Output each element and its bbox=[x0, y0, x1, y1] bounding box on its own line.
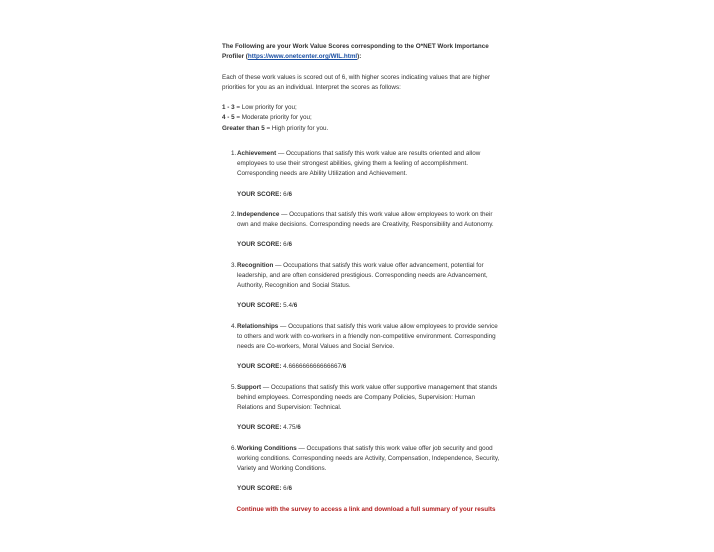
list-item bbox=[231, 261, 502, 312]
score-total: 6 bbox=[297, 424, 301, 432]
item-number: 3. bbox=[231, 261, 237, 269]
intro-description: Each of these work values is scored out of 6, with higher scores indicating values that are higher priorities for you as an individual. Interpret the scores as follows: bbox=[222, 73, 491, 91]
work-values-document bbox=[222, 42, 502, 515]
value-name: Achievement bbox=[237, 149, 277, 157]
continue-survey-link[interactable]: Continue with the survey to access a link and download a full summary of your results bbox=[236, 505, 496, 513]
item-number: 2. bbox=[231, 210, 237, 218]
your-score bbox=[237, 301, 502, 311]
scale-meaning: = High priority for you. bbox=[264, 124, 329, 132]
list-item bbox=[231, 149, 502, 200]
item-number: 4. bbox=[231, 322, 237, 330]
score-label: YOUR SCORE: bbox=[237, 302, 282, 310]
score-value: 5.4/ bbox=[281, 302, 294, 310]
score-total: 6 bbox=[288, 241, 292, 249]
value-description bbox=[237, 444, 502, 475]
scale-range: 4 - 5 bbox=[222, 114, 235, 122]
list-item bbox=[231, 383, 502, 434]
value-description bbox=[237, 149, 502, 180]
scale-row-moderate bbox=[222, 113, 502, 123]
value-name: Recognition bbox=[237, 261, 274, 269]
value-description bbox=[237, 383, 502, 414]
value-name: Relationships bbox=[237, 322, 279, 330]
onet-link[interactable]: https://www.onetcenter.org/WIL.html bbox=[247, 53, 358, 61]
value-text: — Occupations that satisfy this work value are results oriented and allow employees to use their strongest abilities, giving them a feeling of accomplishment. Corresponding needs are Ability Utilization and Achievement. bbox=[237, 149, 481, 178]
your-score bbox=[237, 190, 502, 200]
score-scale bbox=[222, 103, 502, 134]
value-name: Independence bbox=[237, 210, 280, 218]
value-name: Support bbox=[237, 383, 262, 391]
your-score bbox=[237, 423, 502, 433]
list-item bbox=[231, 210, 502, 251]
list-item bbox=[231, 444, 502, 495]
scale-row-high bbox=[222, 124, 502, 134]
score-label: YOUR SCORE: bbox=[237, 190, 282, 198]
score-label: YOUR SCORE: bbox=[237, 363, 282, 371]
your-score bbox=[237, 484, 502, 494]
value-text: — Occupations that satisfy this work value offer job security and good working conditions. Corresponding needs are Activity, Compensation, Independence, Security, Variety and Working Conditions. bbox=[237, 444, 500, 472]
scale-meaning: = Moderate priority for you; bbox=[234, 114, 312, 122]
scale-range: 1 - 3 bbox=[222, 104, 235, 112]
scale-meaning: = Low priority for you; bbox=[234, 104, 297, 112]
value-description bbox=[237, 261, 502, 292]
score-total: 6 bbox=[342, 363, 347, 371]
intro-title bbox=[222, 42, 502, 62]
score-total: 6 bbox=[288, 190, 292, 198]
your-score bbox=[237, 240, 502, 250]
value-name: Working Conditions bbox=[237, 444, 297, 452]
score-total: 6 bbox=[288, 485, 292, 493]
score-label: YOUR SCORE: bbox=[237, 485, 282, 493]
score-value: 6/ bbox=[281, 241, 289, 249]
item-number: 5. bbox=[231, 383, 237, 391]
item-number: 6. bbox=[231, 444, 237, 452]
value-text: — Occupations that satisfy this work value offer advancement, potential for leadership, and are often considered prestigious. Corresponding needs are Advancement, Authority, Recognition and Social Status. bbox=[237, 261, 488, 289]
item-number: 1. bbox=[231, 149, 237, 157]
intro-title-prefix: The Following are your Work Value Scores corresponding to the O*NET Work Importance Profiler ( bbox=[222, 43, 489, 61]
score-label: YOUR SCORE: bbox=[237, 424, 282, 432]
work-values-list bbox=[222, 149, 502, 495]
score-value: 6/ bbox=[281, 190, 289, 198]
value-text: — Occupations that satisfy this work value offer supportive management that stands behind employees. Corresponding needs are Company Policies, Supervision: Human Relations and Supervision: Technical. bbox=[237, 383, 498, 411]
your-score bbox=[237, 362, 502, 372]
score-label: YOUR SCORE: bbox=[237, 241, 282, 249]
scale-row-low bbox=[222, 103, 502, 113]
list-item bbox=[231, 322, 502, 373]
score-value: 4.666666666666667/ bbox=[281, 363, 343, 371]
value-text: — Occupations that satisfy this work value allow employees to provide service to others and work with co-workers in a friendly non-competitive environment. Corresponding needs are Co-workers, Moral Values and Social Service. bbox=[237, 322, 498, 350]
value-description bbox=[237, 322, 502, 353]
score-value: 6/ bbox=[281, 485, 289, 493]
value-description bbox=[237, 210, 502, 230]
score-total: 6 bbox=[293, 302, 298, 310]
score-value: 4.75/ bbox=[281, 424, 298, 432]
value-text: — Occupations that satisfy this work value allow employees to work on their own and make decisions. Corresponding needs are Creativity, Responsibility and Autonomy. bbox=[237, 210, 494, 228]
intro-title-suffix: ): bbox=[357, 53, 362, 61]
scale-range: Greater than 5 bbox=[222, 124, 265, 132]
